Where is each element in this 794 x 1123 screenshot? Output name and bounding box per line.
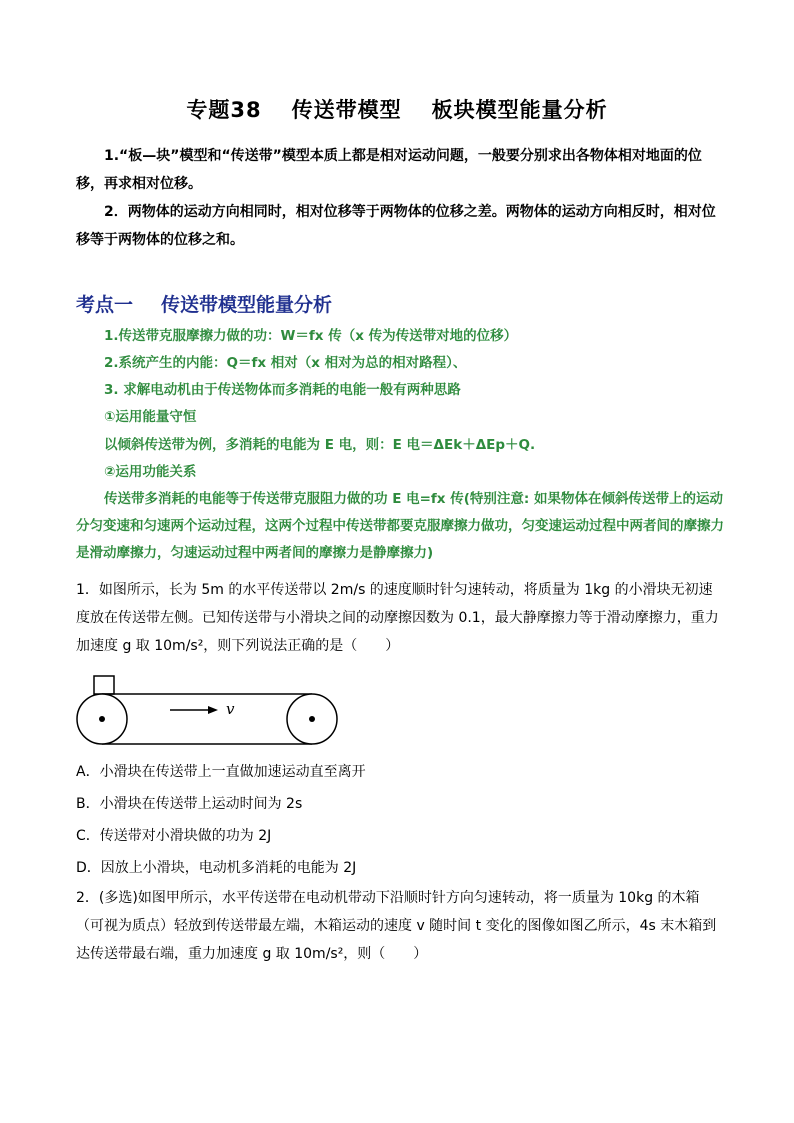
note-3: 3. 求解电动机由于传送物体而多消耗的电能一般有两种思路 bbox=[104, 382, 461, 398]
slider-block bbox=[94, 676, 114, 694]
page-title bbox=[0, 94, 794, 124]
velocity-arrowhead bbox=[208, 706, 218, 714]
section-label: 考点一 bbox=[76, 294, 134, 316]
intro-paragraph-2: 2．两物体的运动方向相同时，相对位移等于两物体的位移之差。两物体的运动方向相反时，相对位移等于两物体的位移之和。 bbox=[76, 204, 716, 248]
right-pulley-axle bbox=[309, 716, 315, 722]
question-1-stem: 1．如图所示，长为 5m 的水平传送带以 2m/s 的速度顺时针匀速转动，将质量为 1kg 的小滑块无初速度放在传送带左侧。已知传送带与小滑块之间的动摩擦因数为 0.1，最大静摩擦力等于滑动摩擦力，重力加速度 g 取 10m/s²，则下列说法正确的是（ ） bbox=[76, 582, 719, 654]
title-part-1: 传送带模型 bbox=[291, 98, 402, 122]
note-5: 以倾斜传送带为例，多消耗的电能为 E 电，则：E 电＝ΔEk＋ΔEp＋Q. bbox=[104, 437, 536, 453]
note-6: ②运用功能关系 bbox=[104, 464, 197, 480]
section-title: 传送带模型能量分析 bbox=[161, 294, 333, 316]
question-2-stem: 2．(多选)如图甲所示，水平传送带在电动机带动下沿顺时针方向匀速转动，将一质量为 10kg 的木箱（可视为质点）轻放到传送带最左端，木箱运动的速度 v 随时间 t 变化的图像如图乙所示，4s 末木箱到达传送带最右端，重力加速度 g 取 10m/s²，则（ ） bbox=[76, 890, 717, 962]
note-1: 1.传送带克服摩擦力做的功：W＝fx 传（x 传为传送带对地的位移） bbox=[104, 328, 518, 344]
section-heading bbox=[76, 290, 332, 317]
title-topic-number: 专题38 bbox=[186, 98, 262, 122]
note-2: 2.系统产生的内能：Q＝fx 相对（x 相对为总的相对路程）、 bbox=[104, 355, 467, 371]
q1-option-a: A．小滑块在传送带上一直做加速运动直至离开 bbox=[76, 764, 366, 780]
q1-option-b: B．小滑块在传送带上运动时间为 2s bbox=[76, 796, 303, 812]
conveyor-belt-diagram bbox=[76, 674, 340, 754]
q1-option-d: D．因放上小滑块，电动机多消耗的电能为 2J bbox=[76, 860, 357, 876]
intro-paragraph-1: 1.“板—块”模型和“传送带”模型本质上都是相对运动问题，一般要分别求出各物体相对地面的位移，再求相对位移。 bbox=[76, 148, 702, 192]
left-pulley-axle bbox=[99, 716, 105, 722]
note-7: 传送带多消耗的电能等于传送带克服阻力做的功 E 电=fx 传(特别注意: 如果物体在倾斜传送带上的运动分匀变速和匀速两个运动过程，这两个过程中传送带都要克服摩擦力做功，匀变速运动过程中两者间的摩擦力是滑动摩擦力，匀速运动过程中两者间的摩擦力是静摩擦力) bbox=[76, 491, 724, 561]
title-part-2: 板块模型能量分析 bbox=[431, 98, 608, 122]
q1-option-c: C．传送带对小滑块做的功为 2J bbox=[76, 828, 272, 844]
velocity-label: v bbox=[226, 700, 235, 718]
note-4: ①运用能量守恒 bbox=[104, 409, 197, 425]
